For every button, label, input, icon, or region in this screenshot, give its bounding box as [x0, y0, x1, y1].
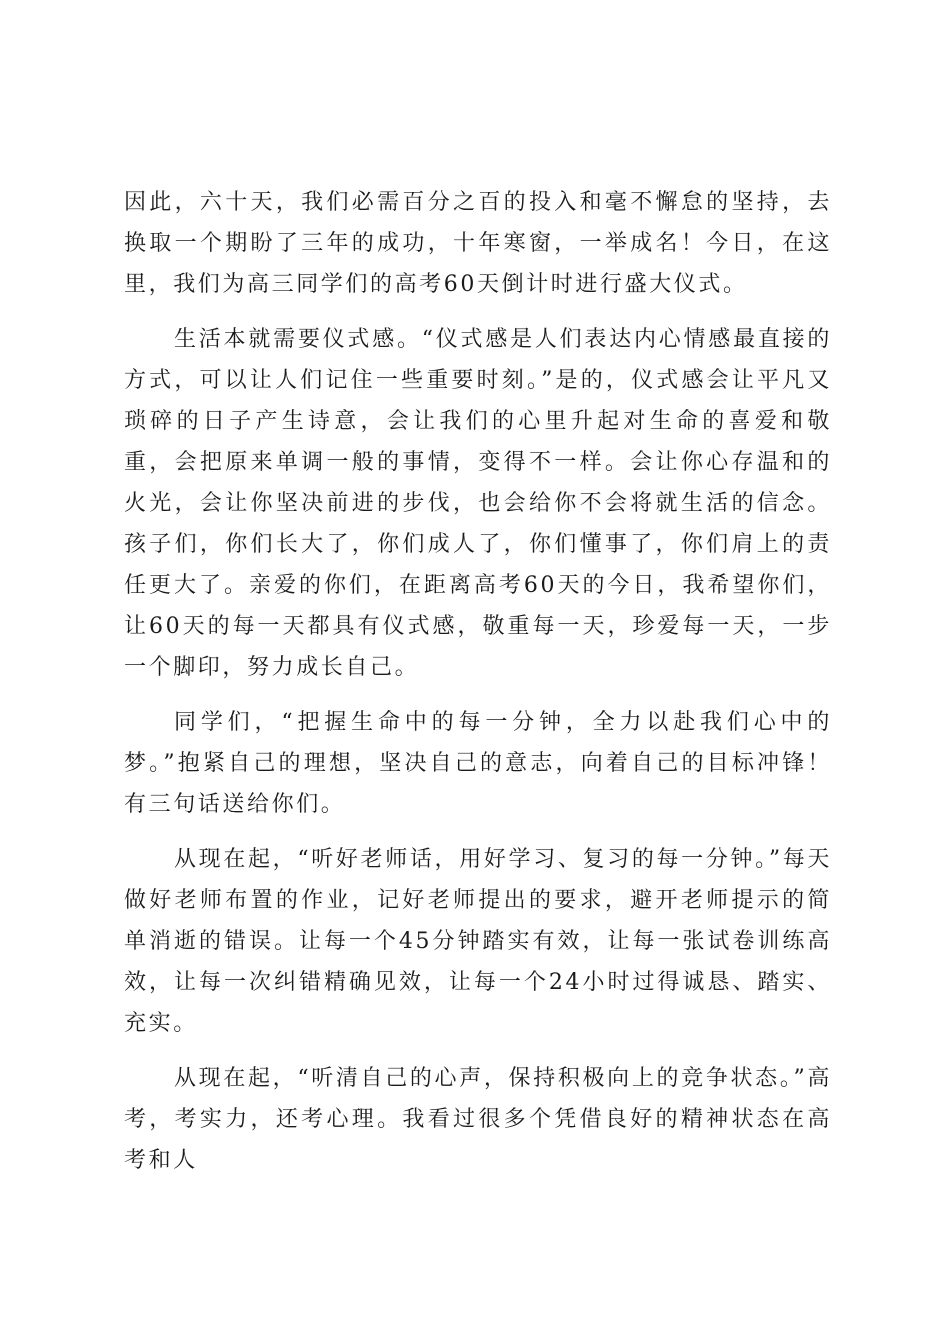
paragraph-2: 生活本就需要仪式感。“仪式感是人们表达内心情感最直接的方式，可以让人们记住一些重要时刻。”是的，仪式感会让平凡又琐碎的日子产生诗意，会让我们的心里升起对生命的喜爱和敬重，会把原来单调一般的事情，变得不一样。会让你心存温和的火光，会让你坚决前进的步伐，也会给你不会将就生活的信念。孩子们，你们长大了，你们成人了，你们懂事了，你们肩上的责任更大了。亲爱的你们，在距离高考60天的今日，我希望你们，让60天的每一天都具有仪式感，敬重每一天，珍爱每一天，一步一个脚印，努力成长自己。	[124, 327, 832, 680]
document-body	[124, 182, 832, 1195]
paragraph-5: 从现在起，“听清自己的心声，保持积极向上的竞争状态。”高考，考实力，还考心理。我看过很多个凭借良好的精神状态在高考和人	[124, 1066, 832, 1173]
paragraph-1: 因此，六十天，我们必需百分之百的投入和毫不懈怠的坚持，去换取一个期盼了三年的成功，十年寒窗，一举成名！今日，在这里，我们为高三同学们的高考60天倒计时进行盛大仪式。	[124, 190, 832, 297]
paragraph-4: 从现在起，“听好老师话，用好学习、复习的每一分钟。”每天做好老师布置的作业，记好老师提出的要求，避开老师提示的简单消逝的错误。让每一个45分钟踏实有效，让每一张试卷训练高效，让每一次纠错精确见效，让每一个24小时过得诚恳、踏实、充实。	[124, 847, 832, 1036]
paragraph-3: 同学们，“把握生命中的每一分钟，全力以赴我们心中的梦。”抱紧自己的理想，坚决自己的意志，向着自己的目标冲锋！有三句话送给你们。	[124, 710, 832, 817]
